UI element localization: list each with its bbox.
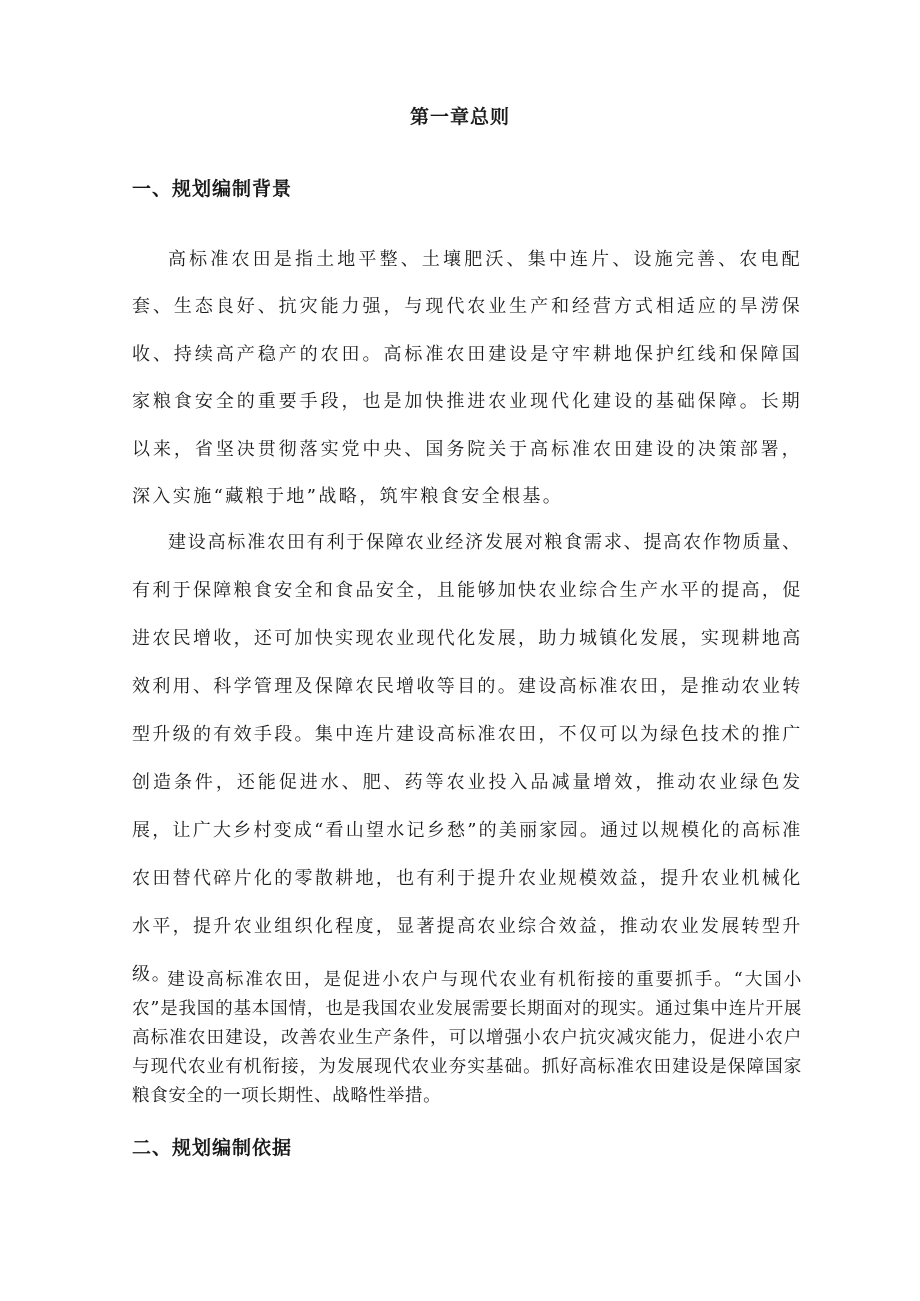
paragraph-smallholders: 建设高标准农田，是促进小农户与现代农业有机衔接的重要抓手。“大国小农”是我国的基本国情，也是我国农业发展需要长期面对的现实。通过集中连片开展高标准农田建设，改善农业生产条件，可以增强小农户抗灾减灾能力，促进小农户与现代农业有机衔接，为发展现代农业夯实基础。抓好高标准农田建设是保障国家粮食安全的一项长期性、战略性举措。	[132, 970, 802, 1106]
section-heading-background: 一、规划编制背景	[132, 178, 293, 200]
section-heading-basis: 二、规划编制依据	[132, 1137, 293, 1159]
paragraph-definition: 高标准农田是指土地平整、土壤肥沃、集中连片、设施完善、农电配套、生态良好、抗灾能力强，与现代农业生产和经营方式相适应的旱涝保收、持续高产稳产的农田。高标准农田建设是守牢耕地保护红线和保障国家粮食安全的重要手段，也是加快推进农业现代化建设的基础保障。长期以来，省坚决贯彻落实党中央、国务院关于高标准农田建设的决策部署，深入实施“藏粮于地”战略，筑牢粮食安全根基。	[132, 249, 802, 508]
chapter-title: 第一章总则	[409, 106, 510, 128]
paragraph-benefits: 建设高标准农田有利于保障农业经济发展对粮食需求、提高农作物质量、有利于保障粮食安全和食品安全，且能够加快农业综合生产水平的提高，促进农民增收，还可加快实现农业现代化发展，助力城镇化发展，实现耕地高效利用、科学管理及保障农民增收等目的。建设高标准农田，是推动农业转型升级的有效手段。集中连片建设高标准农田，不仅可以为绿色技术的推广创造条件，还能促进水、肥、药等农业投入品减量增效，推动农业绿色发展，让广大乡村变成“看山望水记乡愁”的美丽家园。通过以规模化的高标准农田替代碎片化的零散耕地，也有利于提升农业规模效益，提升农业机械化水平，提升农业组织化程度，显著提高农业综合效益，推动农业发展转型升级。	[132, 532, 802, 985]
